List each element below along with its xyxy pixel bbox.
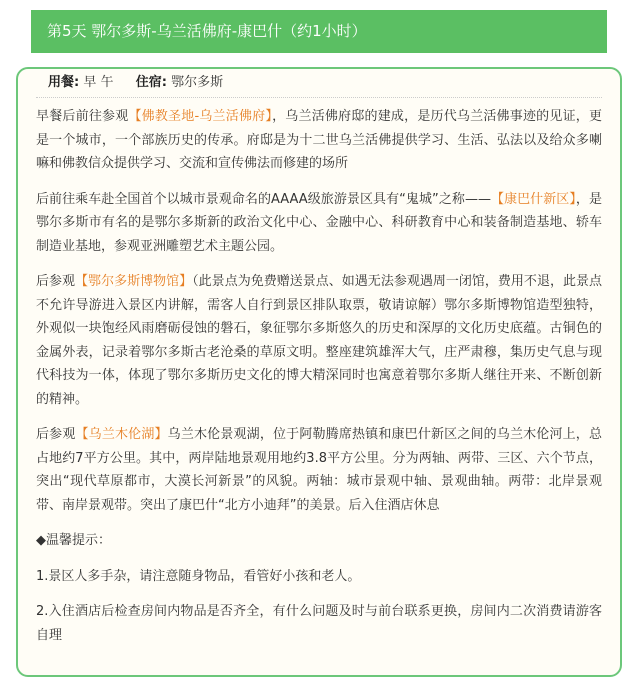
- paragraph-text: 乌兰木伦景观湖，位于阿勒腾席热镇和康巴什新区之间的乌兰木伦河上，总占地约7平方公里。其中，两岸陆地景观用地约3.8平方公里。分为两轴、两带、三区、六个节点，突出“现代草原都市，大漠长河新景”的风貌。两轴：城市景观中轴、景观曲轴。两带：北岸景观带、南岸景观带。突出了康巴什“北方小迪拜”的美景。后入住酒店休息: [36, 427, 602, 513]
- paragraph-text: ，是鄂尔多斯市有名的是鄂尔多斯新的政治文化中心、金融中心、科研教育中心和装备制造基地、轿车制造业基地，参观亚洲雕塑艺术主题公园。: [36, 191, 602, 254]
- paragraph-lake: [36, 423, 602, 517]
- lodging-label: 住宿:: [135, 75, 167, 90]
- day-title: 第5天 鄂尔多斯-乌兰活佛府-康巴什（约1小时）: [47, 22, 367, 40]
- paragraph-wulan-palace: [36, 105, 602, 176]
- meal-label: 用餐:: [48, 75, 80, 90]
- tip-item-1: 1.景区人多手杂，请注意随身物品，看管好小孩和老人。: [36, 568, 361, 584]
- paragraph-museum: [36, 270, 602, 411]
- meal-value: 早 午: [83, 75, 114, 90]
- itinerary-panel: [16, 67, 622, 677]
- paragraph-text: 后前往乘车赴全国首个以城市景观命名的AAAA级旅游景区具有“鬼城”之称——: [36, 191, 491, 207]
- itinerary-content: [36, 105, 602, 659]
- day-title-banner: [31, 10, 607, 53]
- highlight-wulan-palace: 【佛教圣地-乌兰活佛府】: [128, 109, 273, 124]
- tips-title: ◆温馨提示：: [36, 533, 111, 548]
- paragraph-kangbashi: [36, 188, 602, 259]
- paragraph-text: 后参观: [36, 274, 76, 289]
- paragraph-text: ，乌兰活佛府邸的建成，是历代乌兰活佛事迹的见证，更是一个城市，一个部族历史的传承。府邸是为十二世乌兰活佛提供学习、生活、弘法以及给众多喇嘛和佛教信众提供学习、交流和宣传佛法而修建的场所: [36, 109, 602, 171]
- divider: [36, 97, 602, 98]
- highlight-kangbashi: 【康巴什新区】: [490, 191, 576, 207]
- lodging-value: 鄂尔多斯: [171, 75, 224, 90]
- highlight-lake: 【乌兰木伦湖】: [75, 427, 168, 442]
- paragraph-text: 后参观: [36, 427, 76, 442]
- highlight-museum: 【鄂尔多斯博物馆】: [75, 274, 193, 289]
- paragraph-text: 早餐后前往参观: [36, 109, 129, 124]
- paragraph-text: （此景点为免费赠送景点、如遇无法参观遇周一闭馆，费用不退，此景点不允许导游进入景区内讲解，需客人自行到景区排队取票，敬请谅解）鄂尔多斯博物馆造型独特，外观似一块饱经风雨磨砺侵蚀的磐石，象征鄂尔多斯悠久的历史和深厚的文化历史底蕴。古铜色的金属外表，记录着鄂尔多斯古老沧桑的草原文明。整座建筑雄浑大气，庄严肃穆，集历史气息与现代科技为一体，体现了鄂尔多斯历史文化的博大精深同时也寓意着鄂尔多斯人继往开来、不断创新的精神。: [36, 274, 602, 407]
- meal-lodging-row: [48, 74, 223, 92]
- tip-item-2: 2.入住酒店后检查房间内物品是否齐全，有什么问题及时与前台联系更换，房间内二次消费请游客自理: [36, 604, 602, 643]
